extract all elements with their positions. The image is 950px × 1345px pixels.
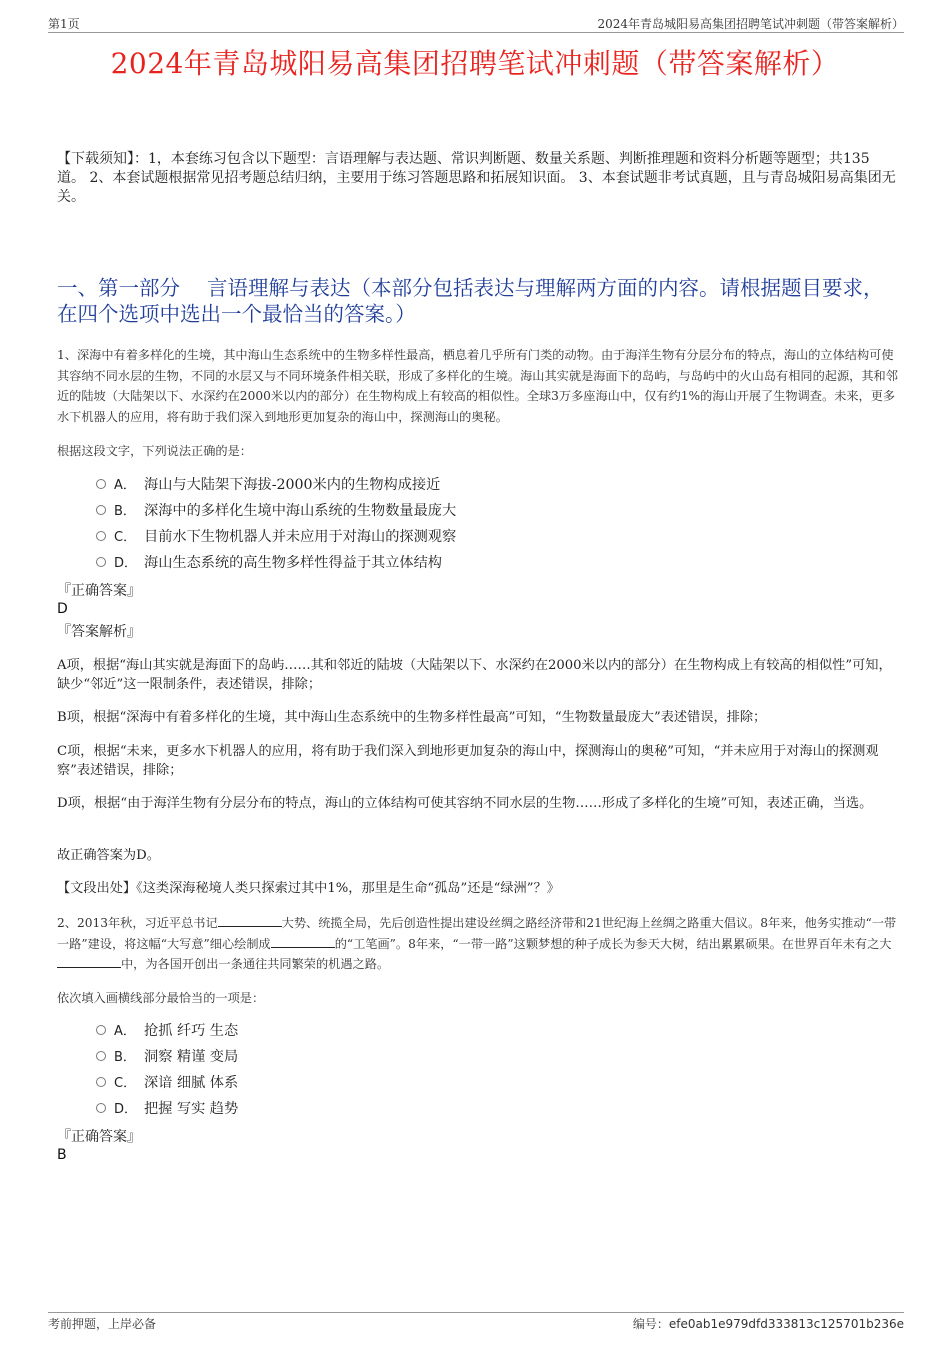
q1-option-d[interactable]: D． 海山生态系统的高生物多样性得益于其立体结构 [96, 550, 856, 576]
q1-options [96, 472, 856, 576]
document-title: 2024年青岛城阳易高集团招聘笔试冲刺题（带答案解析） [110, 47, 840, 80]
q2-options [96, 1018, 856, 1122]
page-number: 第1页 [48, 17, 80, 31]
q2-option-d[interactable]: D． 把握 写实 趋势 [96, 1096, 856, 1122]
page-footer [48, 1312, 904, 1333]
q2-option-b[interactable]: B． 洞察 精谨 变局 [96, 1044, 856, 1070]
fill-blank-3[interactable] [57, 955, 121, 968]
radio-icon[interactable] [96, 1025, 106, 1035]
q1-answer: D [57, 601, 68, 617]
q1-answer-label: 『正确答案』 [57, 583, 141, 599]
radio-icon[interactable] [96, 557, 106, 567]
q1-option-c[interactable]: C． 目前水下生物机器人并未应用于对海山的探测观察 [96, 524, 856, 550]
q1-source: 【文段出处】《这类深海秘境人类只探索过其中1%，那里是生命“孤岛”还是“绿洲”？》 [57, 881, 560, 896]
q2-question: 依次填入画横线部分最恰当的一项是： [57, 991, 265, 1005]
fill-blank-1[interactable] [218, 914, 282, 927]
page-header [48, 14, 904, 33]
radio-icon[interactable] [96, 531, 106, 541]
q1-analysis-a: A项，根据“海山其实就是海面下的岛屿……其和邻近的陆坡（大陆架以下、水深约在2000米以内的部分）在生物构成上有较高的相似性”可知，缺少“邻近”这一限制条件，表述错误，排除； [57, 658, 892, 692]
footer-slogan: 考前押题，上岸必备 [48, 1317, 157, 1331]
fill-blank-2[interactable] [271, 935, 335, 948]
q1-option-a[interactable]: A． 海山与大陆架下海拔-2000米内的生物构成接近 [96, 472, 856, 498]
radio-icon[interactable] [96, 479, 106, 489]
footer-id: 编号：efe0ab1e979dfd333813c125701b236e [632, 1317, 904, 1331]
q1-analysis-label: 『答案解析』 [57, 624, 141, 640]
radio-icon[interactable] [96, 505, 106, 515]
q1-stem: 1、深海中有着多样化的生境，其中海山生态系统中的生物多样性最高，栖息着几乎所有门类的动物。由于海洋生物有分层分布的特点，海山的立体结构可使其容纳不同水层的生物，不同的水层又与不同环境条件相关联，形成了多样化的生境。海山其实就是海面下的岛屿，与岛屿中的火山岛有相同的起源，其和邻近的陆坡（大陆架以下、水深约在2000米以内的部分）在生物构成上有较高的相似性。全球3万多座海山中，仅有约1%的海山开展了生物调查。未来，更多水下机器人的应用，将有助于我们深入到地形更加复杂的海山中，探测海山的奥秘。 [57, 348, 898, 424]
header-doc-title: 2024年青岛城阳易高集团招聘笔试冲刺题（带答案解析） [597, 17, 904, 31]
q1-analysis-b: B项，根据“深海中有着多样化的生境，其中海山生态系统中的生物多样性最高”可知，“生物数量最庞大”表述错误，排除； [57, 710, 767, 725]
q2-answer-label: 『正确答案』 [57, 1129, 141, 1145]
download-notice: 【下载须知】：1，本套练习包含以下题型：言语理解与表达题、常识判断题、数量关系题、判断推理题和资料分析题等题型；共135道。 2、本套试题根据常见招考题总结归纳，主要用于练习答题思路和拓展知识面。 3、本套试题非考试真题，且与青岛城阳易高集团无关。 [57, 151, 896, 205]
q1-question: 根据这段文字，下列说法正确的是： [57, 444, 252, 458]
section-heading: 一、第一部分 言语理解与表达（本部分包括表达与理解两方面的内容。请根据题目要求，在四个选项中选出一个最恰当的答案。） [57, 276, 884, 326]
q1-conclusion: 故正确答案为D。 [57, 848, 160, 863]
radio-icon[interactable] [96, 1103, 106, 1113]
document-code: efe0ab1e979dfd333813c125701b236e [668, 1317, 904, 1331]
q2-answer: B [57, 1147, 67, 1163]
q2-stem: 2、2013年秋，习近平总书记 大势、统揽全局，先后创造性提出建设丝绸之路经济带和21世纪海上丝绸之路重大倡议。8年来，他务实推动“一带一路”建设，将这幅“大写意”细心绘制成 的“工笔画”。8年来，“一带一路”这颗梦想的种子成长为参天大树，结出累累硕果。在世界百年未有之大中，为各国开创出一条通往共同繁荣的机遇之路。 [57, 916, 897, 971]
q1-option-b[interactable]: B． 深海中的多样化生境中海山系统的生物数量最庞大 [96, 498, 856, 524]
q2-option-c[interactable]: C． 深谙 细腻 体系 [96, 1070, 856, 1096]
q2-option-a[interactable]: A． 抢抓 纤巧 生态 [96, 1018, 856, 1044]
q1-analysis-d: D项，根据“由于海洋生物有分层分布的特点，海山的立体结构可使其容纳不同水层的生物……形成了多样化的生境”可知，表述正确，当选。 [57, 796, 873, 811]
radio-icon[interactable] [96, 1077, 106, 1087]
radio-icon[interactable] [96, 1051, 106, 1061]
q1-analysis-c: C项，根据“未来，更多水下机器人的应用，将有助于我们深入到地形更加复杂的海山中，探测海山的奥秘”可知，“并未应用于对海山的探测观察”表述错误，排除； [57, 744, 879, 778]
